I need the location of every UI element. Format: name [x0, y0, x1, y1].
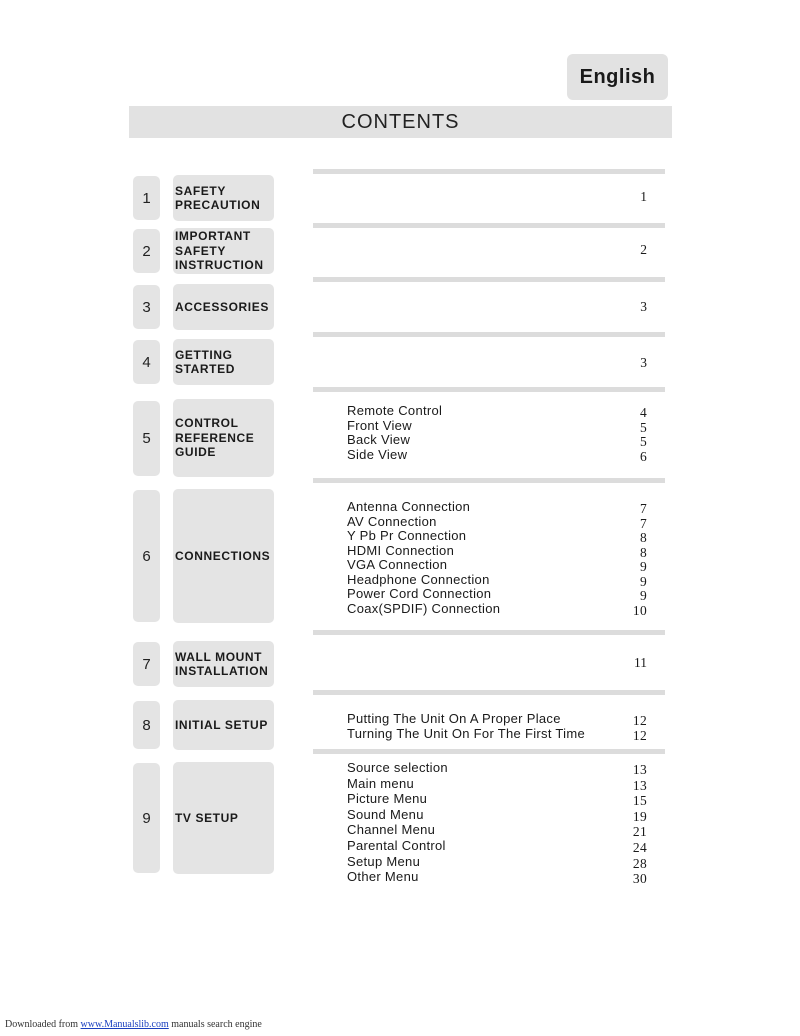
page-number: 5: [639, 434, 647, 449]
page-number: 6: [639, 448, 647, 464]
list-item[interactable]: [347, 500, 647, 515]
page-number: 11: [634, 655, 647, 670]
page-number: 7: [639, 515, 647, 531]
section-title: GETTING STARTED: [175, 347, 235, 376]
separator-line: [313, 332, 665, 337]
entry-label: HDMI Connection: [347, 542, 455, 558]
section-title: SAFETY PRECAUTION: [175, 183, 261, 212]
page-number: 30: [632, 871, 647, 887]
entry-list: [347, 500, 647, 616]
section-title-box[interactable]: [173, 489, 274, 623]
section-title-box[interactable]: [173, 284, 274, 330]
separator-line: [313, 277, 665, 282]
entry-label: Remote Control: [347, 403, 443, 418]
entry-label: Channel Menu: [347, 822, 436, 838]
section-number: 7: [133, 642, 160, 686]
page-number: 9: [639, 588, 647, 603]
manualslib-link[interactable]: www.Manualslib.com: [80, 1019, 169, 1030]
list-item[interactable]: [347, 602, 647, 617]
section-title: CONNECTIONS: [175, 548, 271, 563]
entry-list: [347, 760, 647, 885]
page-number: 4: [639, 405, 647, 420]
separator-line: [313, 749, 665, 754]
page-number: 3: [640, 299, 647, 314]
section-title-box[interactable]: [173, 641, 274, 687]
page-number: 9: [639, 559, 647, 574]
list-item[interactable]: [347, 529, 647, 544]
entry-label: Other Menu: [347, 869, 419, 885]
page-number: 10: [632, 602, 647, 618]
entry-label: Back View: [347, 432, 411, 447]
entry-label: Coax(SPDIF) Connection: [347, 600, 501, 616]
list-item[interactable]: [347, 822, 647, 838]
section-title: ACCESSORIES: [175, 299, 269, 314]
page-number: 7: [639, 501, 647, 516]
page-number: 19: [632, 808, 647, 824]
list-item[interactable]: [347, 854, 647, 870]
list-item[interactable]: [347, 573, 647, 588]
separator-line: [313, 630, 665, 635]
list-item[interactable]: [347, 727, 647, 742]
entry-label: VGA Connection: [347, 557, 448, 572]
section-title: INITIAL SETUP: [175, 717, 268, 732]
page-number: 3: [640, 355, 647, 370]
entry-label: AV Connection: [347, 513, 437, 529]
entry-label: Front View: [347, 417, 412, 433]
list-item[interactable]: [347, 760, 647, 776]
section-number: 2: [133, 229, 160, 273]
section-number: 5: [133, 401, 160, 476]
entry-label: Picture Menu: [347, 791, 428, 807]
page-number: 13: [632, 762, 647, 777]
separator-line: [313, 387, 665, 392]
separator-line: [313, 169, 665, 174]
section-number: 1: [133, 176, 160, 220]
list-item[interactable]: [347, 791, 647, 807]
separator-line: [313, 478, 665, 483]
entry-label: Sound Menu: [347, 806, 424, 822]
page-number: 9: [639, 573, 647, 589]
entry-label: Source selection: [347, 760, 448, 775]
section-number: 4: [133, 340, 160, 384]
entry-label: Headphone Connection: [347, 571, 490, 587]
page-title: CONTENTS: [129, 106, 672, 138]
page-number: 24: [632, 839, 647, 855]
section-title: IMPORTANT SAFETY INSTRUCTION: [175, 229, 264, 273]
section-title: CONTROL REFERENCE GUIDE: [175, 416, 255, 460]
list-item[interactable]: [347, 419, 647, 434]
entry-label: Setup Menu: [347, 853, 421, 869]
entry-label: Antenna Connection: [347, 499, 471, 514]
section-title-box[interactable]: [173, 339, 274, 385]
download-footer: [5, 1019, 262, 1030]
entry-label: Main menu: [347, 775, 415, 791]
list-item[interactable]: [347, 544, 647, 559]
section-number: 6: [133, 490, 160, 622]
list-item[interactable]: [347, 515, 647, 530]
page-number: 5: [639, 419, 647, 435]
page-number: 1: [640, 189, 647, 204]
page-number: 2: [640, 242, 647, 257]
language-badge: English: [567, 54, 668, 100]
section-number: 8: [133, 701, 160, 749]
footer-suffix: manuals search engine: [171, 1019, 262, 1030]
section-title-box[interactable]: [173, 700, 274, 750]
list-item[interactable]: [347, 558, 647, 573]
section-number: 9: [133, 763, 160, 873]
entry-list: [347, 404, 647, 462]
page-number: 15: [632, 793, 647, 809]
entry-label: Y Pb Pr Connection: [347, 528, 467, 543]
list-item[interactable]: [347, 433, 647, 448]
section-title-box[interactable]: [173, 399, 274, 477]
list-item[interactable]: [347, 448, 647, 463]
separator-line: [313, 223, 665, 228]
page-number: 21: [632, 824, 647, 840]
entry-label: Parental Control: [347, 837, 446, 853]
footer-prefix: Downloaded from: [5, 1019, 79, 1030]
section-title: TV SETUP: [175, 810, 239, 825]
page-number: 28: [632, 855, 647, 871]
section-title-box[interactable]: [173, 228, 274, 274]
list-item[interactable]: [347, 587, 647, 602]
entry-label: Putting The Unit On A Proper Place: [347, 711, 561, 726]
entry-list: [347, 712, 647, 741]
page-number: 8: [639, 544, 647, 560]
section-title: WALL MOUNT INSTALLATION: [175, 649, 269, 678]
page-number: 12: [632, 727, 647, 743]
list-item[interactable]: [347, 869, 647, 885]
page-number: 12: [632, 713, 647, 728]
entry-label: Power Cord Connection: [347, 586, 492, 601]
section-number: 3: [133, 285, 160, 329]
list-item[interactable]: [347, 776, 647, 792]
separator-line: [313, 690, 665, 695]
section-title-box[interactable]: [173, 762, 274, 874]
page-number: 8: [639, 530, 647, 545]
list-item[interactable]: [347, 404, 647, 419]
section-title-box[interactable]: [173, 175, 274, 221]
list-item[interactable]: [347, 712, 647, 727]
entry-label: Turning The Unit On For The First Time: [347, 725, 586, 741]
entry-label: Side View: [347, 446, 408, 462]
page-number: 13: [632, 777, 647, 793]
list-item[interactable]: [347, 838, 647, 854]
list-item[interactable]: [347, 807, 647, 823]
